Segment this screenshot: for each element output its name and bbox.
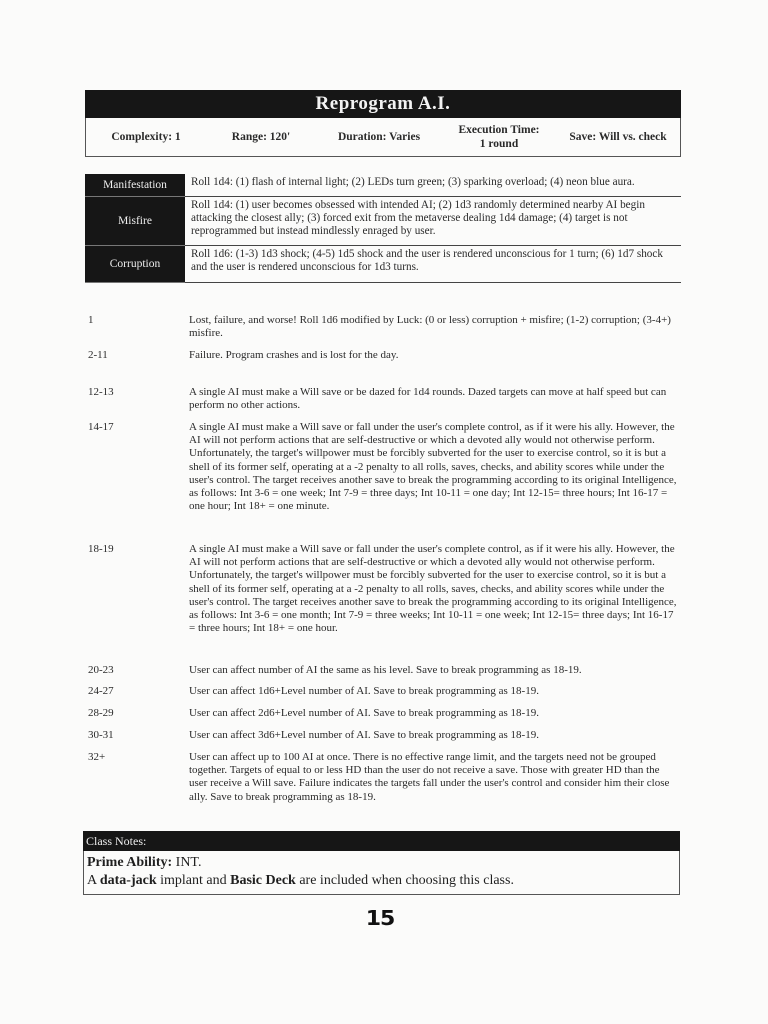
manifestation-text: Roll 1d4: (1) flash of internal light; (2) LEDs turn green; (3) sparking overload; (4) neon blue aura.	[191, 176, 635, 188]
class-notes-header: Class Notes:	[83, 831, 680, 851]
result-roll: 12-13	[88, 386, 114, 398]
execution-time-label: Execution Time:	[458, 124, 540, 136]
complexity-stat: Complexity: 1	[111, 131, 181, 143]
result-text: User can affect 3d6+Level number of AI. Save to break programming as 18-19.	[189, 729, 539, 741]
class-notes-body	[83, 851, 680, 895]
corruption-label: Corruption	[85, 246, 185, 283]
result-roll: 30-31	[88, 729, 114, 741]
manifestation-row	[85, 174, 681, 197]
result-roll: 1	[88, 314, 94, 326]
result-roll: 24-27	[88, 685, 114, 697]
result-text: User can affect number of AI the same as his level. Save to break programming as 18-19.	[189, 664, 582, 676]
page-number: 15	[365, 906, 395, 930]
result-text: Failure. Program crashes and is lost for the day.	[189, 349, 399, 361]
misfire-label: Misfire	[85, 197, 185, 246]
corruption-text: Roll 1d6: (1-3) 1d3 shock; (4-5) 1d5 shock and the user is rendered unconscious for 1 turn; (6) 1d7 shock and the user is rendered unconscious for 1d3 turns.	[191, 248, 663, 273]
save-stat: Save: Will vs. check	[569, 131, 667, 143]
result-roll: 28-29	[88, 707, 114, 719]
execution-time-value: 1 round	[479, 138, 519, 150]
equipment-line	[87, 872, 676, 890]
result-text: Lost, failure, and worse! Roll 1d6 modified by Luck: (0 or less) corruption + misfire; (1-2) corruption; (3-4+) misfire.	[189, 314, 671, 340]
data-jack-term: data-jack	[99, 873, 157, 888]
effects-table	[85, 174, 681, 283]
prime-ability-line	[87, 854, 676, 872]
misfire-text: Roll 1d4: (1) user becomes obsessed with intended AI; (2) 1d3 randomly determined nearby AI begin attacking the closest ally; (3) forced exit from the metaverse dealing 1d4 damage; (4) target is not reprogrammed but instead mindlessly enraged by user.	[191, 199, 645, 237]
result-roll: 2-11	[88, 349, 108, 361]
corruption-row	[85, 246, 681, 283]
result-roll: 20-23	[88, 664, 114, 676]
equipment-text: are included when choosing this class.	[295, 873, 514, 888]
execution-time-stat	[442, 123, 556, 151]
duration-stat: Duration: Varies	[337, 131, 421, 143]
result-roll: 14-17	[88, 421, 114, 433]
basic-deck-term: Basic Deck	[230, 873, 296, 888]
spell-stats-row	[85, 118, 681, 157]
equipment-text: A	[87, 873, 100, 888]
prime-ability-value: INT.	[172, 855, 202, 870]
equipment-text: implant and	[156, 873, 231, 888]
range-stat: Range: 120'	[231, 131, 291, 143]
result-text: A single AI must make a Will save or be dazed for 1d4 rounds. Dazed targets can move at half speed but can perform no other actions.	[189, 386, 667, 412]
misfire-row	[85, 197, 681, 246]
result-roll: 18-19	[88, 543, 114, 555]
manifestation-label: Manifestation	[85, 174, 185, 197]
spell-title: Reprogram A.I.	[85, 90, 681, 118]
result-text: User can affect up to 100 AI at once. There is no effective range limit, and the targets need not be grouped together. Targets of equal to or less HD than the user do not receive a save. Those with greater HD than the user receive a Will save. Failure indicates the targets fall under the user's control and consider him their close ally. Save to break programming as 18-19.	[189, 751, 670, 803]
result-text: A single AI must make a Will save or fall under the user's complete control, as if it were his ally. However, the AI will not perform actions that are self-destructive or which a devoted ally would not otherwise perform. Unfortunately, the target's willpower must be forcibly subverted for the user to exercise control, so it is but a shell of its former self, operating at a -2 penalty to all rolls, saves, checks, and ability scores while under the user's control. The target receives another save to break the programming according to its original Intelligence, as follows: Int 3-6 = one month; Int 7-9 = three weeks; Int 10-11 = one week; Int 12-15= three days; Int 16-17 = three hours; Int 18+ = one hour.	[189, 543, 677, 635]
result-text: User can affect 1d6+Level number of AI. Save to break programming as 18-19.	[189, 685, 539, 697]
result-text: User can affect 2d6+Level number of AI. Save to break programming as 18-19.	[189, 707, 539, 719]
result-roll: 32+	[88, 751, 106, 763]
result-text: A single AI must make a Will save or fall under the user's complete control, as if it were his ally. However, the AI will not perform actions that are self-destructive or which a devoted ally would not otherwise perform. Unfortunately, the target's willpower must be forcibly subverted for the user to exercise control, so it is but a shell of its former self, operating at a -2 penalty to all rolls, saves, checks, and ability scores while under the user's control. The target receives another save to break the programming according to its original Intelligence, as follows: Int 3-6 = one week; Int 7-9 = three days; Int 10-11 = one day; Int 12-15= three hours; Int 16-17 = one hour; Int 18+ = one minute.	[189, 421, 677, 513]
prime-ability-label: Prime Ability:	[87, 855, 173, 870]
